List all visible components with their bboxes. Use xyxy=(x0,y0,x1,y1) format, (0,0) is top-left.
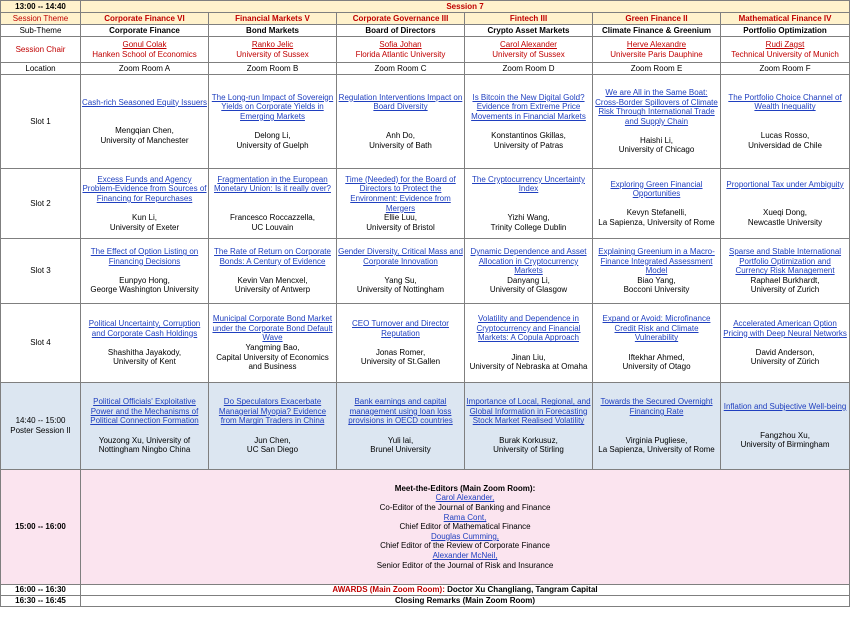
paper-title-link[interactable]: Is Bitcoin the New Digital Gold? Evidence from Extreme Price Movements in Financial Markets xyxy=(471,92,586,121)
paper-cell xyxy=(721,239,850,304)
paper-title-link[interactable]: Proportional Tax under Ambiguity xyxy=(726,179,844,189)
paper-cell xyxy=(721,75,850,169)
paper-cell xyxy=(721,304,850,383)
paper-title-link[interactable]: CEO Turnover and Director Reputation xyxy=(352,319,449,338)
paper-cell xyxy=(81,304,209,383)
chair-name[interactable]: Sofia Johan xyxy=(379,39,422,49)
paper-affiliation: University of Otago xyxy=(622,362,691,372)
paper-cell xyxy=(465,75,593,169)
chair-cell xyxy=(209,37,337,63)
paper-cell xyxy=(593,75,721,169)
paper-title-link[interactable]: Volatility and Dependence in Cryptocurrency and Financial Markets: A Copula Approach xyxy=(476,314,581,343)
poster-cell xyxy=(209,383,337,470)
paper-cell xyxy=(81,75,209,169)
location-cell: Zoom Room B xyxy=(209,63,337,75)
paper-author: David Anderson, xyxy=(755,347,815,357)
location-cell: Zoom Room D xyxy=(465,63,593,75)
paper-affiliation: George Washington University xyxy=(90,285,199,295)
paper-author: Haishi Li, xyxy=(640,135,673,145)
theme-cell: Fintech III xyxy=(465,13,593,25)
paper-affiliation: University of Manchester xyxy=(100,135,189,145)
closing-text: Closing Remarks (Main Zoom Room) xyxy=(81,596,850,607)
paper-title-link[interactable]: Cash-rich Seasoned Equity Issuers xyxy=(82,97,207,107)
paper-title-link[interactable]: The Effect of Option Listing on Financing Decisions xyxy=(90,247,199,266)
theme-row xyxy=(1,13,850,25)
subtheme-cell: Board of Directors xyxy=(337,25,465,37)
paper-cell xyxy=(465,239,593,304)
location-label: Location xyxy=(1,63,81,75)
poster-label: Poster Session II xyxy=(10,426,71,435)
poster-affiliation: University of Stirling xyxy=(493,445,564,455)
paper-cell xyxy=(209,169,337,239)
poster-affiliation: Brunel University xyxy=(370,445,431,455)
theme-cell: Corporate Governance III xyxy=(337,13,465,25)
chair-cell xyxy=(593,37,721,63)
paper-author: Jinan Liu, xyxy=(511,352,546,362)
paper-title-link[interactable]: Exploring Green Financial Opportunities xyxy=(610,179,703,199)
editor-name[interactable]: Douglas Cumming, xyxy=(431,531,500,541)
poster-title-link[interactable]: Bank earnings and capital management using loan loss provisions in OECD countries xyxy=(348,397,453,426)
paper-affiliation: University of Glasgow xyxy=(489,285,568,295)
paper-cell xyxy=(465,169,593,239)
editor-name[interactable]: Carol Alexander, xyxy=(435,493,495,503)
paper-affiliation: Trinity College Dublin xyxy=(490,222,567,232)
paper-title-link[interactable]: Regulation Interventions Impact on Board Diversity xyxy=(338,92,463,112)
paper-title-link[interactable]: Expand or Avoid: Microfinance Credit Risk and Climate Vulnerability xyxy=(602,314,711,343)
poster-title-link[interactable]: Inflation and Subjective Well-being xyxy=(723,402,847,412)
paper-cell xyxy=(209,304,337,383)
paper-title-link[interactable]: Explaining Greenium in a Macro-Finance Integrated Assessment Model xyxy=(598,247,715,276)
awards-text: Doctor Xu Changliang, Tangram Capital xyxy=(444,585,598,595)
paper-author: Kevyn Stefanelli, xyxy=(626,208,687,218)
chair-name[interactable]: Ranko Jelic xyxy=(251,39,294,49)
paper-affiliation: University of Chicago xyxy=(618,145,695,155)
session-time: 13:00 -- 14:40 xyxy=(1,1,81,13)
paper-title-link[interactable]: The Portfolio Choice Channel of Wealth Inequality xyxy=(728,92,842,112)
editors-heading: Meet-the-Editors (Main Zoom Room): xyxy=(394,483,536,493)
theme-label: Session Theme xyxy=(1,13,81,25)
paper-author: Mengqian Chen, xyxy=(115,126,174,136)
slot-label: Slot 1 xyxy=(1,75,81,169)
poster-author: Youzong Xu, University of xyxy=(98,435,191,445)
paper-author: Yizhi Wang, xyxy=(507,213,550,223)
paper-affiliation: University of Guelph xyxy=(236,140,309,150)
paper-title-link[interactable]: Fragmentation in the European Monetary Union: Is it really over? xyxy=(214,174,331,194)
poster-cell xyxy=(337,383,465,470)
awards-cell xyxy=(81,585,850,596)
poster-affiliation: Nottingham Ningbo China xyxy=(98,445,191,455)
theme-cell: Green Finance II xyxy=(593,13,721,25)
poster-author: Jun Chen, xyxy=(254,435,291,445)
editors-time: 15:00 -- 16:00 xyxy=(1,470,81,585)
poster-title-link[interactable]: Political Officials' Exploitative Power and the Mechanisms of Political Connection Formation xyxy=(90,397,199,426)
location-cell: Zoom Room A xyxy=(81,63,209,75)
paper-title-link[interactable]: Sparse and Stable International Portfolio Optimization and Currency Risk Management xyxy=(728,247,842,276)
paper-affiliation: University of Antwerp xyxy=(234,285,311,295)
paper-cell xyxy=(337,239,465,304)
paper-affiliation: University of Bristol xyxy=(366,222,435,232)
chair-cell xyxy=(721,37,850,63)
paper-title-link[interactable]: The Cryptocurrency Uncertainty Index xyxy=(472,174,585,194)
chair-institution: Technical University of Munich xyxy=(731,49,839,59)
paper-author: Kevin Van Mencxel, xyxy=(237,275,308,285)
editor-name[interactable]: Alexander McNeil, xyxy=(432,550,498,560)
subtheme-cell: Bond Markets xyxy=(209,25,337,37)
awards-label: AWARDS (Main Zoom Room): xyxy=(332,585,445,595)
closing-row xyxy=(1,596,850,607)
slot-label: Slot 2 xyxy=(1,169,81,239)
poster-title-link[interactable]: Importance of Local, Regional, and Global Information in Forecasting Stock Market Realised Volatility xyxy=(466,397,591,426)
subtheme-label: Sub-Theme xyxy=(1,25,81,37)
poster-time-cell xyxy=(1,383,81,470)
paper-author: Konstantinos Gkillas, xyxy=(491,131,566,141)
paper-affiliation: University of St.Gallen xyxy=(360,357,441,367)
chair-name[interactable]: Carol Alexander xyxy=(500,39,557,49)
paper-cell xyxy=(209,239,337,304)
slot-row xyxy=(1,239,850,304)
paper-affiliation: La Sapienza, University of Rome xyxy=(598,217,715,227)
paper-author: Yang Su, xyxy=(384,275,417,285)
editor-role: Chief Editor of Mathematical Finance xyxy=(399,522,531,532)
slot-row xyxy=(1,169,850,239)
poster-affiliation: UC San Diego xyxy=(246,445,299,455)
paper-author: Biao Yang, xyxy=(637,275,676,285)
paper-cell xyxy=(337,304,465,383)
paper-affiliation: University of Bath xyxy=(369,140,432,150)
paper-title-link[interactable]: Time (Needed) for the Board of Directors to Protect the Environment: Evidence from Mergers xyxy=(345,174,456,213)
paper-affiliation: University of Nebraska at Omaha xyxy=(469,362,588,372)
paper-affiliation: Universidad de Chile xyxy=(748,140,822,150)
theme-cell: Financial Markets V xyxy=(209,13,337,25)
paper-author: Jonas Romer, xyxy=(375,347,426,357)
poster-affiliation: University of Birmingham xyxy=(740,440,830,450)
session-header-row xyxy=(1,1,850,13)
poster-cell xyxy=(81,383,209,470)
paper-affiliation: Bocconi University xyxy=(623,285,690,295)
editors-row xyxy=(1,470,850,585)
poster-author: Fangzhou Xu, xyxy=(760,430,810,440)
paper-affiliation: University of Kent xyxy=(113,357,176,367)
paper-title-link[interactable]: Political Uncertainty, Corruption and Corporate Cash Holdings xyxy=(88,319,201,338)
paper-author: Lucas Rosso, xyxy=(760,131,810,141)
paper-affiliation: University of Nottingham xyxy=(356,285,445,295)
paper-affiliation: UC Louvain xyxy=(251,222,294,232)
paper-title-link[interactable]: Excess Funds and Agency Problem-Evidence from Sources of Financing for Repurchases xyxy=(82,174,207,203)
paper-author: Raphael Burkhardt, xyxy=(750,275,820,285)
paper-affiliation: University of Exeter xyxy=(109,222,180,232)
location-cell: Zoom Room E xyxy=(593,63,721,75)
paper-cell xyxy=(81,169,209,239)
editor-name[interactable]: Rama Cont, xyxy=(443,512,487,522)
chair-label: Session Chair xyxy=(1,37,81,63)
awards-time: 16:00 -- 16:30 xyxy=(1,585,81,596)
poster-author: Yuli lai, xyxy=(387,435,414,445)
paper-affiliation: University of Zurich xyxy=(750,285,820,295)
paper-author: Yangming Bao, xyxy=(245,343,300,352)
poster-author: Virginia Pugliese, xyxy=(625,435,688,445)
session-title: Session 7 xyxy=(81,1,850,13)
paper-cell xyxy=(593,169,721,239)
poster-title-link[interactable]: Do Speculators Exacerbate Managerial Myopia? Evidence from Margin Traders in China xyxy=(218,397,327,426)
subtheme-cell: Climate Finance & Greenium xyxy=(593,25,721,37)
subtheme-cell: Portfolio Optimization xyxy=(721,25,850,37)
paper-author: Eunpyo Hong, xyxy=(119,275,170,285)
chair-institution: University of Sussex xyxy=(236,49,309,59)
chair-cell xyxy=(337,37,465,63)
awards-row xyxy=(1,585,850,596)
paper-title-link[interactable]: Gender Diversity, Critical Mass and Corporate Innovation xyxy=(338,247,463,266)
chair-institution: Florida Atlantic University xyxy=(355,49,446,59)
paper-cell xyxy=(81,239,209,304)
paper-affiliation: Newcastle University xyxy=(747,217,823,227)
chair-row xyxy=(1,37,850,63)
poster-title-link[interactable]: Towards the Secured Overnight Financing Rate xyxy=(600,397,713,416)
paper-title-link[interactable]: The Long-run Impact of Sovereign Yields on Corporate Yields in Emerging Markets xyxy=(211,92,334,121)
slot-label: Slot 3 xyxy=(1,239,81,304)
paper-title-link[interactable]: We are All in the Same Boat: Cross-Border Spillovers of Climate Risk Through International Trade and Supply Chain xyxy=(595,87,718,126)
paper-author: Xueqi Dong, xyxy=(763,208,808,218)
paper-title-link[interactable]: Municipal Corporate Bond Market under the Corporate Bond Default Wave xyxy=(212,314,333,343)
location-row xyxy=(1,63,850,75)
editors-cell xyxy=(81,470,850,585)
editor-role: Co-Editor of the Journal of Banking and Finance xyxy=(379,503,551,513)
paper-cell xyxy=(593,239,721,304)
slot-row xyxy=(1,75,850,169)
paper-cell xyxy=(337,169,465,239)
editor-role: Chief Editor of the Review of Corporate Finance xyxy=(380,541,550,551)
theme-cell: Corporate Finance VI xyxy=(81,13,209,25)
paper-cell xyxy=(209,75,337,169)
chair-name[interactable]: Herve Alexandre xyxy=(626,39,687,49)
chair-institution: University of Sussex xyxy=(492,49,565,59)
paper-affiliation: University of Zürich xyxy=(750,357,820,367)
paper-title-link[interactable]: The Rate of Return on Corporate Bonds: A Century of Evidence xyxy=(214,247,331,266)
chair-cell xyxy=(81,37,209,63)
paper-author: Kun Li, xyxy=(132,213,157,223)
poster-affiliation: La Sapienza, University of Rome xyxy=(598,445,715,455)
chair-institution: Hanken School of Economics xyxy=(92,49,197,59)
chair-name[interactable]: Rudi Zagst xyxy=(765,39,805,49)
paper-author: Iftekhar Ahmed, xyxy=(628,352,685,362)
editor-role: Senior Editor of the Journal of Risk and Insurance xyxy=(376,560,554,570)
paper-author: Francesco Roccazzella, xyxy=(230,213,315,223)
poster-row xyxy=(1,383,850,470)
poster-cell xyxy=(465,383,593,470)
paper-cell xyxy=(593,304,721,383)
paper-cell xyxy=(337,75,465,169)
location-cell: Zoom Room F xyxy=(721,63,850,75)
paper-title-link[interactable]: Dynamic Dependence and Asset Allocation in Cryptocurrency Markets xyxy=(470,247,587,276)
subtheme-cell: Corporate Finance xyxy=(81,25,209,37)
chair-cell xyxy=(465,37,593,63)
subtheme-cell: Crypto Asset Markets xyxy=(465,25,593,37)
paper-affiliation: University of Patras xyxy=(493,140,564,150)
chair-name[interactable]: Gonul Colak xyxy=(122,39,167,49)
slot-row xyxy=(1,304,850,383)
paper-author: Anh Do, xyxy=(386,131,415,141)
poster-cell xyxy=(721,383,850,470)
subtheme-row xyxy=(1,25,850,37)
paper-author: Danyang Li, xyxy=(507,275,550,285)
paper-affiliation: Capital University of Economics and Business xyxy=(216,352,329,372)
poster-author: Burak Korkusuz, xyxy=(499,435,558,445)
paper-author: Delong Li, xyxy=(254,131,291,141)
paper-cell xyxy=(465,304,593,383)
chair-institution: Universite Paris Dauphine xyxy=(610,49,703,59)
poster-cell xyxy=(593,383,721,470)
paper-author: Shashitha Jayakody, xyxy=(107,347,182,357)
poster-time: 14:40 -- 15:00 xyxy=(15,416,66,426)
closing-time: 16:30 -- 16:45 xyxy=(1,596,81,607)
location-cell: Zoom Room C xyxy=(337,63,465,75)
slot-label: Slot 4 xyxy=(1,304,81,383)
paper-cell xyxy=(721,169,850,239)
paper-title-link[interactable]: Accelerated American Option Pricing with Deep Neural Networks xyxy=(723,319,847,338)
paper-author: Ellie Luu, xyxy=(384,213,417,223)
theme-cell: Mathematical Finance IV xyxy=(721,13,850,25)
